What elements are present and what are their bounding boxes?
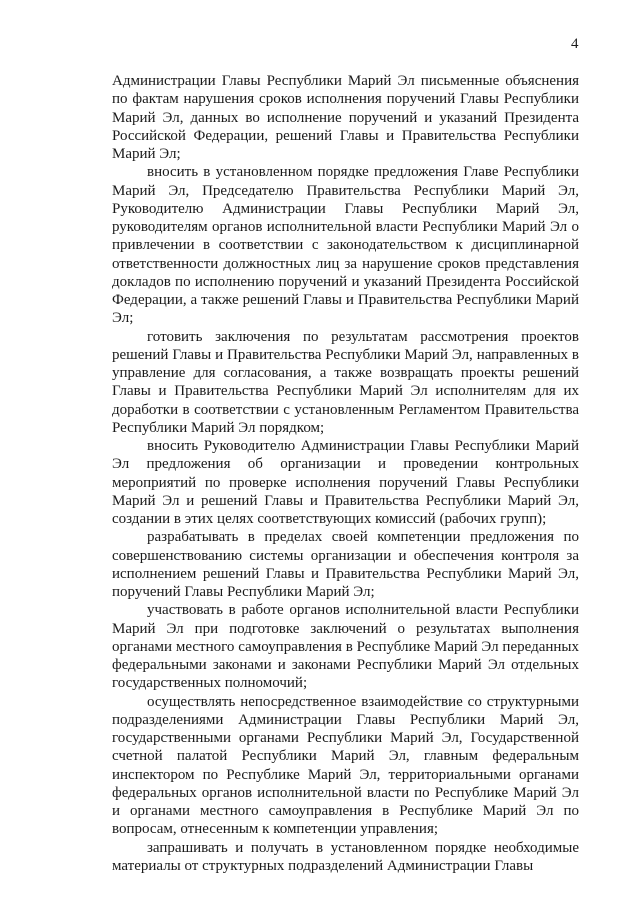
paragraph-develop-proposals: разрабатывать в пределах своей компетенции предложения по совершенствованию системы организации и обеспечения контроля за исполнением решений Главы и Правительства Республики Марий Эл, поручений Главы Республики Марий Эл; — [112, 529, 579, 600]
paragraph-request-materials: запрашивать и получать в установленном порядке необходимые материалы от структурных подразделений Администрации Главы — [112, 839, 579, 874]
paragraph-continuation: Администрации Главы Республики Марий Эл письменные объяснения по фактам нарушения сроков исполнения поручений Главы Республики Марий Эл, данных во исполнение поручений и указаний Президента Российской Федерации, решений Главы и Правительства Республики Марий Эл; — [112, 73, 579, 162]
paragraph-participate: участвовать в работе органов исполнительной власти Республики Марий Эл при подготовке заключений о результатах выполнения органами местного самоуправления в Республике Марий Эл переданных федеральными законами и законами Республики Марий Эл отдельных государственных полномочий; — [112, 602, 579, 692]
paragraph-submit-proposals: вносить в установленном порядке предложения Главе Республики Марий Эл, Председателю Правительства Республики Марий Эл, Руководителю Администрации Главы Республики Марий Эл, руководителям органов исполнительной власти Республики Марий Эл о привлечении в соответствии с законодательством к дисциплинарной ответственности должностных лиц за нарушение сроков представления докладов по исполнению поручений и указаний Президента Российской Федерации, а также решений Главы и Правительства Республики Марий Эл; — [112, 164, 579, 327]
paragraph-prepare-conclusions: готовить заключения по результатам рассмотрения проектов решений Главы и Правительства Республики Марий Эл, направленных в управление для согласования, а также возвращать проекты решений Главы и Правительства Республики Марий Эл исполнителям для их доработки в соответствии с установленным Регламентом Правительства Республики Марий Эл порядком; — [112, 328, 579, 436]
paragraph-control-measures: вносить Руководителю Администрации Главы Республики Марий Эл предложения об организации и проведении контрольных мероприятий по проверке исполнения поручений Главы Республики Марий Эл и решений Главы и Правительства Республики Марий Эл, создании в этих целях соответствующих комиссий (рабочих групп); — [112, 438, 579, 527]
paragraph-interaction: осуществлять непосредственное взаимодействие со структурными подразделениями Администрации Главы Республики Марий Эл, государственными органами Республики Марий Эл, Государственной счетной палатой Республики Марий Эл, главным федеральным инспектором по Республике Марий Эл, территориальными органами федеральных органов исполнительной власти по Республике Марий Эл и органами местного самоуправления в Республике Марий Эл по вопросам, отнесенным к компетенции управления; — [112, 693, 579, 838]
page-number: 4 — [571, 36, 579, 52]
body-text — [112, 72, 579, 875]
